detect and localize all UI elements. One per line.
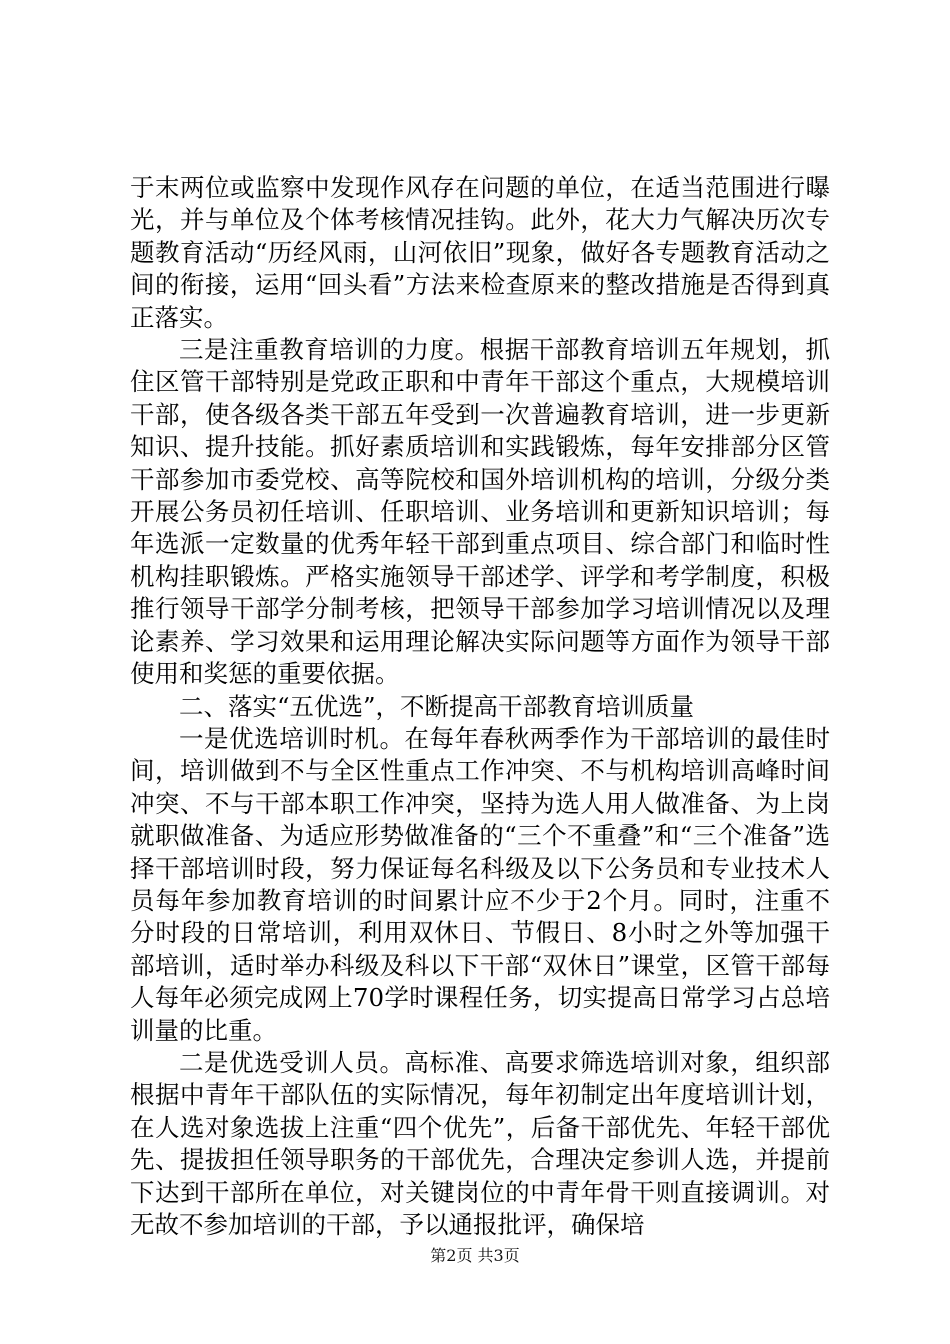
paragraph-trainee-selection: 二是优选受训人员。高标准、高要求筛选培训对象，组织部根据中青年干部队伍的实际情况，每年初制定出年度培训计划，在人选对象选拔上注重“四个优先”，后备干部优先、年轻干部优先、提拔担任领导职务的干部优先，合理决定参训人选，并提前下达到干部所在单位，对关键岗位的中青年骨干则直接调训。对无故不参加培训的干部，予以通报批评，确保培 xyxy=(130,1047,830,1239)
paragraph-training-intensity: 三是注重教育培训的力度。根据干部教育培训五年规划，抓住区管干部特别是党政正职和中青年干部这个重点，大规模培训干部，使各级各类干部五年受到一次普遍教育培训，进一步更新知识、提升技能。抓好素质培训和实践锻炼，每年安排部分区管干部参加市委党校、高等院校和国外培训机构的培训，分级分类开展公务员初任培训、任职培训、业务培训和更新知识培训；每年选派一定数量的优秀年轻干部到重点项目、综合部门和临时性机构挂职锻炼。严格实施领导干部述学、评学和考学制度，积极推行领导干部学分制考核，把领导干部参加学习培训情况以及理论素养、学习效果和运用理论解决实际问题等方面作为领导干部使用和奖惩的重要依据。 xyxy=(130,335,830,689)
paragraph-continuation: 于末两位或监察中发现作风存在问题的单位，在适当范围进行曝光，并与单位及个体考核情况挂钩。此外，花大力气解决历次专题教育活动“历经风雨，山河依旧”现象，做好各专题教育活动之间的衔接，运用“回头看”方法来检查原来的整改措施是否得到真正落实。 xyxy=(130,173,830,332)
document-body xyxy=(130,172,830,1241)
section-heading-five-selections: 二、落实“五优选”，不断提高干部教育培训质量 xyxy=(179,691,695,721)
page-number-footer: 第2页 共3页 xyxy=(430,1246,520,1265)
paragraph-training-timing: 一是优选培训时机。在每年春秋两季作为干部培训的最佳时间，培训做到不与全区性重点工作冲突、不与机构培训高峰时间冲突、不与干部本职工作冲突，坚持为选人用人做准备、为上岗就职做准备、为适应形势做准备的“三个不重叠”和“三个准备”选择干部培训时段，努力保证每名科级及以下公务员和专业技术人员每年参加教育培训的时间累计应不少于2个月。同时，注重不分时段的日常培训，利用双休日、节假日、8小时之外等加强干部培训，适时举办科级及科以下干部“双休日”课堂，区管干部每人每年必须完成网上70学时课程任务，切实提高日常学习占总培训量的比重。 xyxy=(130,723,830,1045)
